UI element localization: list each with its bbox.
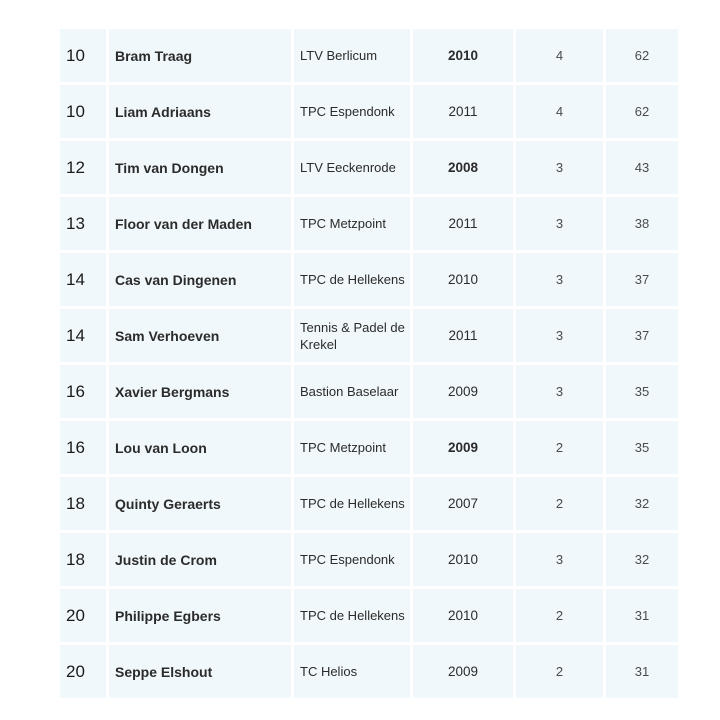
count-cell: 3 xyxy=(513,365,603,418)
points-cell: 62 xyxy=(603,29,678,82)
birth-year-cell: 2010 xyxy=(410,253,513,306)
ranking-table-container xyxy=(60,26,660,701)
count-cell: 3 xyxy=(513,141,603,194)
table-row xyxy=(60,85,678,138)
birth-year-cell: 2010 xyxy=(410,589,513,642)
count-cell: 2 xyxy=(513,477,603,530)
rank-cell: 10 xyxy=(60,29,106,82)
birth-year-cell: 2009 xyxy=(410,421,513,474)
club-cell: Bastion Baselaar xyxy=(291,365,410,418)
points-cell: 37 xyxy=(603,253,678,306)
rank-cell: 20 xyxy=(60,589,106,642)
table-row xyxy=(60,309,678,362)
player-name-cell: Seppe Elshout xyxy=(106,645,291,698)
birth-year-cell: 2009 xyxy=(410,365,513,418)
birth-year-cell: 2011 xyxy=(410,197,513,250)
count-cell: 4 xyxy=(513,85,603,138)
table-row xyxy=(60,477,678,530)
rank-cell: 16 xyxy=(60,365,106,418)
table-row xyxy=(60,197,678,250)
rank-cell: 14 xyxy=(60,309,106,362)
count-cell: 3 xyxy=(513,253,603,306)
count-cell: 2 xyxy=(513,589,603,642)
ranking-table-body xyxy=(60,29,678,698)
player-name-cell: Tim van Dongen xyxy=(106,141,291,194)
count-cell: 2 xyxy=(513,645,603,698)
points-cell: 35 xyxy=(603,365,678,418)
count-cell: 3 xyxy=(513,197,603,250)
table-row xyxy=(60,589,678,642)
player-name-cell: Philippe Egbers xyxy=(106,589,291,642)
player-name-cell: Sam Verhoeven xyxy=(106,309,291,362)
club-cell: LTV Berlicum xyxy=(291,29,410,82)
points-cell: 35 xyxy=(603,421,678,474)
player-name-cell: Bram Traag xyxy=(106,29,291,82)
birth-year-cell: 2010 xyxy=(410,533,513,586)
points-cell: 31 xyxy=(603,645,678,698)
player-name-cell: Quinty Geraerts xyxy=(106,477,291,530)
birth-year-cell: 2007 xyxy=(410,477,513,530)
club-cell: TPC Espendonk xyxy=(291,533,410,586)
club-cell: LTV Eeckenrode xyxy=(291,141,410,194)
points-cell: 62 xyxy=(603,85,678,138)
count-cell: 4 xyxy=(513,29,603,82)
club-cell: Tennis & Padel de Krekel xyxy=(291,309,410,362)
table-row xyxy=(60,533,678,586)
birth-year-cell: 2009 xyxy=(410,645,513,698)
table-row xyxy=(60,421,678,474)
player-name-cell: Floor van der Maden xyxy=(106,197,291,250)
points-cell: 32 xyxy=(603,477,678,530)
rank-cell: 20 xyxy=(60,645,106,698)
rank-cell: 14 xyxy=(60,253,106,306)
player-name-cell: Lou van Loon xyxy=(106,421,291,474)
player-name-cell: Cas van Dingenen xyxy=(106,253,291,306)
points-cell: 32 xyxy=(603,533,678,586)
points-cell: 31 xyxy=(603,589,678,642)
club-cell: TPC Metzpoint xyxy=(291,421,410,474)
rank-cell: 18 xyxy=(60,533,106,586)
count-cell: 3 xyxy=(513,309,603,362)
birth-year-cell: 2011 xyxy=(410,309,513,362)
count-cell: 3 xyxy=(513,533,603,586)
rank-cell: 13 xyxy=(60,197,106,250)
birth-year-cell: 2011 xyxy=(410,85,513,138)
club-cell: TPC de Hellekens xyxy=(291,253,410,306)
rank-cell: 18 xyxy=(60,477,106,530)
rank-cell: 10 xyxy=(60,85,106,138)
club-cell: TPC de Hellekens xyxy=(291,589,410,642)
club-cell: TPC de Hellekens xyxy=(291,477,410,530)
rank-cell: 16 xyxy=(60,421,106,474)
player-name-cell: Liam Adriaans xyxy=(106,85,291,138)
points-cell: 43 xyxy=(603,141,678,194)
table-row xyxy=(60,365,678,418)
club-cell: TPC Espendonk xyxy=(291,85,410,138)
points-cell: 37 xyxy=(603,309,678,362)
points-cell: 38 xyxy=(603,197,678,250)
player-name-cell: Xavier Bergmans xyxy=(106,365,291,418)
table-row xyxy=(60,253,678,306)
birth-year-cell: 2008 xyxy=(410,141,513,194)
table-row xyxy=(60,645,678,698)
table-row xyxy=(60,29,678,82)
birth-year-cell: 2010 xyxy=(410,29,513,82)
club-cell: TPC Metzpoint xyxy=(291,197,410,250)
table-row xyxy=(60,141,678,194)
club-cell: TC Helios xyxy=(291,645,410,698)
ranking-table xyxy=(60,26,678,701)
count-cell: 2 xyxy=(513,421,603,474)
player-name-cell: Justin de Crom xyxy=(106,533,291,586)
rank-cell: 12 xyxy=(60,141,106,194)
